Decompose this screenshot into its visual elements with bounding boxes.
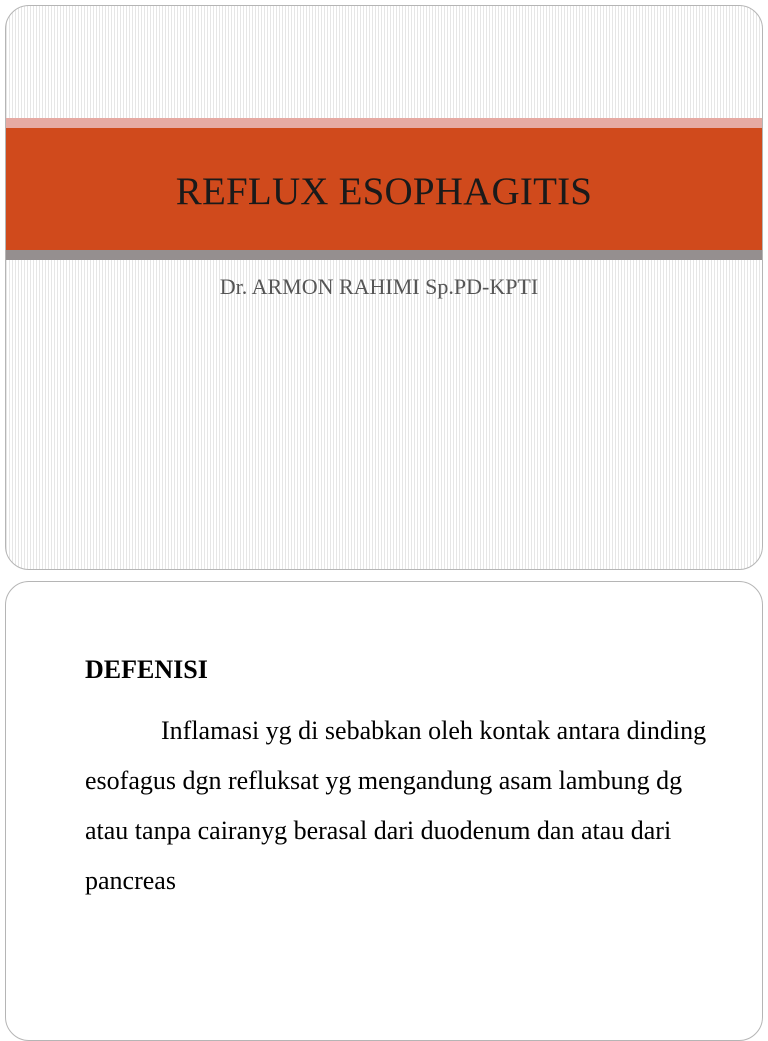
title-slide — [5, 5, 763, 570]
title-band — [6, 128, 762, 250]
content-slide — [5, 581, 763, 1041]
slide-subtitle: Dr. ARMON RAHIMI Sp.PD-KPTI — [219, 274, 539, 299]
title-band-bottom-stripe — [6, 250, 762, 260]
section-heading: DEFENISI — [85, 655, 208, 684]
title-band-top-stripe — [6, 118, 762, 128]
slide-title: REFLUX ESOPHAGITIS — [175, 169, 593, 213]
definition-paragraph: Inflamasi yg di sebabkan oleh kontak antara dinding esofagus dgn refluksat yg mengandung asam lambung dg atau tanpa cairanyg berasal dari duodenum dan atau dari pancreas — [85, 716, 707, 895]
